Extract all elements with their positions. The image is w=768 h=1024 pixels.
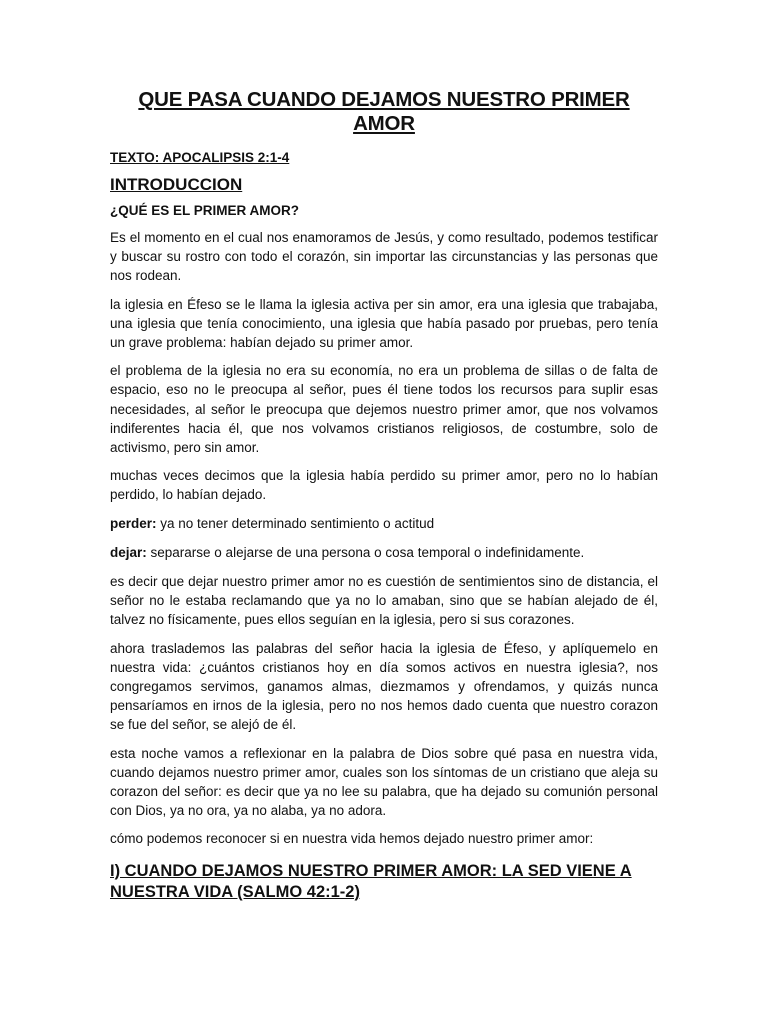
paragraph-2: la iglesia en Éfeso se le llama la iglesia activa per sin amor, era una iglesia que trabajaba, una iglesia que tenía conocimiento, una iglesia que había pasado por pruebas, pero tenía un grave problema: habían dejado su primer amor. (110, 296, 658, 351)
definition-term: perder: (110, 515, 157, 531)
intro-question: ¿QUÉ ES EL PRIMER AMOR? (110, 203, 300, 218)
paragraph-5: es decir que dejar nuestro primer amor no es cuestión de sentimientos sino de distancia, el señor no le estaba reclamando que ya no lo amaban, sino que se habían alejado de él, talvez no físicamente, pues ellos seguían en la iglesia, pero si sus corazones. (110, 574, 658, 628)
paragraph-7: esta noche vamos a reflexionar en la palabra de Dios sobre qué pasa en nuestra vida, cuando dejamos nuestro primer amor, cuales son los síntomas de un cristiano que aleja su corazon del señor: es decir que ya no lee su palabra, que ha dejado su comunión personal con Dios, ya no ora, ya no alaba, ya no adora. (110, 745, 658, 819)
definition-text: separarse o alejarse de una persona o cosa temporal o indefinidamente. (146, 544, 585, 560)
paragraph-6: ahora traslademos las palabras del señor hacia la iglesia de Éfeso, y aplíquemelo en nuestra vida: ¿cuántos cristianos hoy en día somos activos en nuestra iglesia?, nos congregamos servimos, ganamos almas, diezmamos y ofrendamos, y quizás nunca pensaríamos en irnos de la iglesia, pero no nos hemos dado cuenta que nuestro corazon se fue del señor, se alejó de él. (110, 640, 658, 733)
paragraph-3: el problema de la iglesia no era su economía, no era un problema de sillas o de falta de espacio, eso no le preocupa al señor, pues él tiene todos los recursos para suplir esas necesidades, al señor le preocupa que dejemos nuestro primer amor, que nos volvamos indiferentes hacia él, que nos volvamos cristianos religiosos, de costumbre, solo de activismo, pero sin amor. (110, 363, 658, 456)
paragraph-1: Es el momento en el cual nos enamoramos de Jesús, y como resultado, podemos testificar y buscar su rostro con todo el corazón, sin importar las circunstancias y las personas que nos rodean. (110, 230, 658, 284)
definition-dejar (110, 543, 658, 562)
definition-perder (110, 514, 658, 533)
scripture-reference: TEXTO: APOCALIPSIS 2:1-4 (110, 150, 290, 165)
section-1-heading: I) CUANDO DEJAMOS NUESTRO PRIMER AMOR: LA SED VIENE A NUESTRA VIDA (SALMO 42:1-2) (110, 861, 632, 901)
paragraph-8: cómo podemos reconocer si en nuestra vida hemos dejado nuestro primer amor: (110, 831, 594, 847)
paragraph-4: muchas veces decimos que la iglesia había perdido su primer amor, pero no lo habían perdido, lo habían dejado. (110, 468, 658, 503)
intro-heading: INTRODUCCION (110, 175, 243, 194)
document-title: QUE PASA CUANDO DEJAMOS NUESTRO PRIMER AMOR (138, 88, 630, 135)
definition-text: ya no tener determinado sentimiento o actitud (156, 515, 435, 531)
definition-term: dejar: (110, 544, 147, 560)
